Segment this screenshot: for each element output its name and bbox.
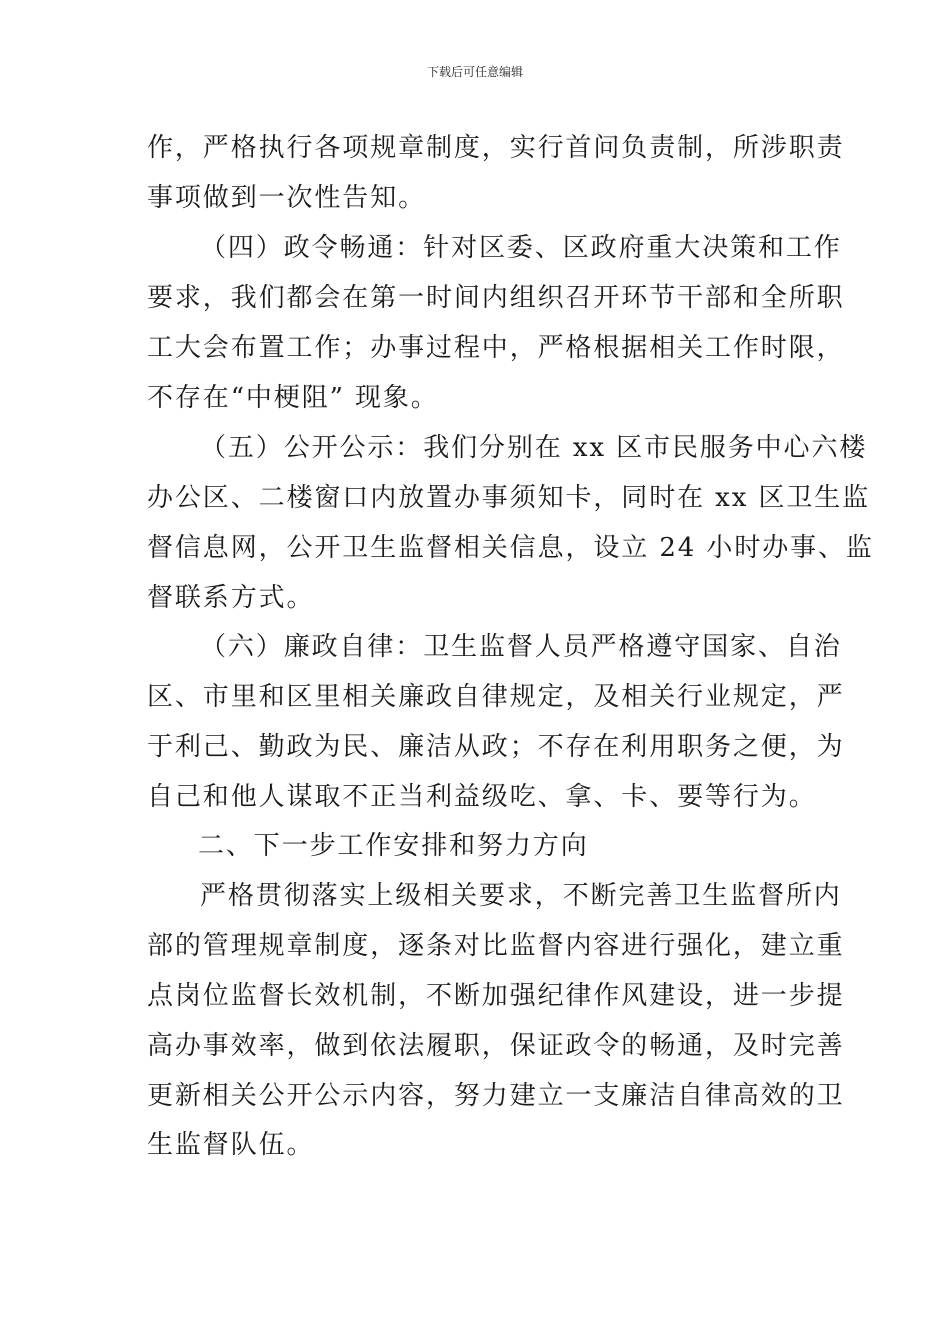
section-five-heading-line: （五）公开公示：我们分别在 xx 区市民服务中心六楼 bbox=[200, 433, 868, 463]
section-two-heading: 二、下一步工作安排和努力方向 bbox=[198, 831, 589, 861]
body-line: 不存在“中梗阻” 现象。 bbox=[147, 383, 439, 413]
body-line: 生监督队伍。 bbox=[147, 1130, 315, 1160]
body-line: 督信息网，公开卫生监督相关信息，设立 24 小时办事、监 bbox=[147, 533, 874, 563]
body-line: 部的管理规章制度，逐条对比监督内容进行强化，建立重 bbox=[147, 931, 845, 961]
section-four-heading-line: （四）政令畅通：针对区委、区政府重大决策和工作 bbox=[200, 233, 842, 263]
body-line: 于利己、勤政为民、廉洁从政；不存在利用职务之便，为 bbox=[147, 732, 845, 762]
body-line: 严格贯彻落实上级相关要求，不断完善卫生监督所内 bbox=[200, 881, 842, 911]
body-line: 办公区、二楼窗口内放置办事须知卡，同时在 xx 区卫生监 bbox=[147, 483, 871, 513]
body-line: 督联系方式。 bbox=[147, 583, 315, 613]
body-line: 自己和他人谋取不正当利益级吃、拿、卡、要等行为。 bbox=[147, 782, 817, 812]
body-line: 作，严格执行各项规章制度，实行首问负责制，所涉职责 bbox=[147, 133, 845, 163]
body-line: 事项做到一次性告知。 bbox=[147, 183, 427, 213]
section-six-heading-line: （六）廉政自律：卫生监督人员严格遵守国家、自治 bbox=[200, 632, 842, 662]
body-line: 更新相关公开公示内容，努力建立一支廉洁自律高效的卫 bbox=[147, 1081, 845, 1111]
body-line: 工大会布置工作；办事过程中，严格根据相关工作时限， bbox=[147, 333, 845, 363]
body-line: 点岗位监督长效机制，不断加强纪律作风建设，进一步提 bbox=[147, 981, 845, 1011]
body-line: 要求，我们都会在第一时间内组织召开环节干部和全所职 bbox=[147, 283, 845, 313]
body-line: 高办事效率，做到依法履职，保证政令的畅通，及时完善 bbox=[147, 1031, 845, 1061]
page-header: 下载后可任意编辑 bbox=[426, 65, 523, 79]
body-line: 区、市里和区里相关廉政自律规定，及相关行业规定，严 bbox=[147, 682, 845, 712]
